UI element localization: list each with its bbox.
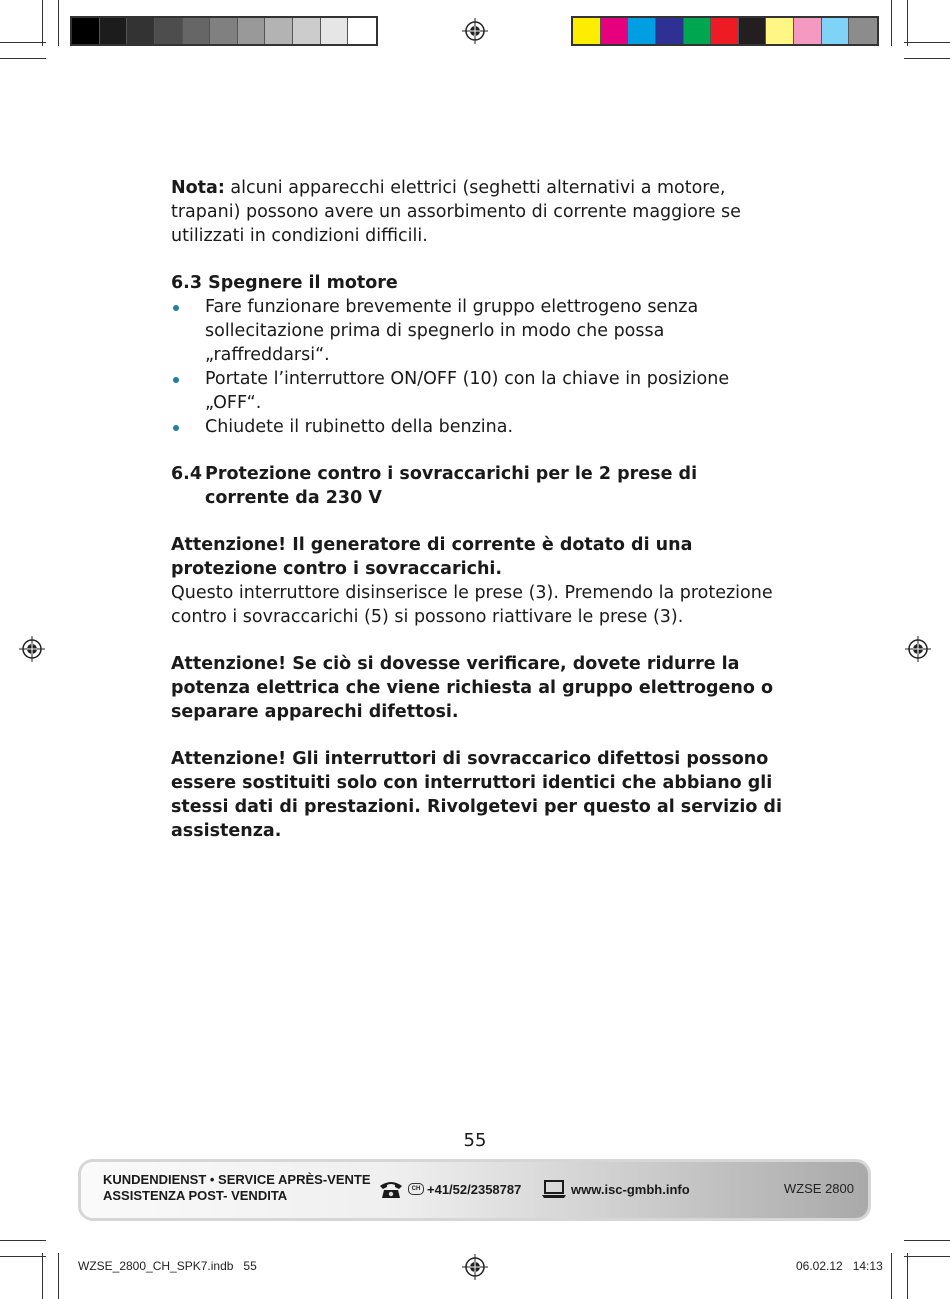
- color-swatch: [822, 18, 850, 44]
- gray-swatch: [238, 18, 266, 44]
- color-calibration-bar: [571, 16, 879, 46]
- registration-mark-icon: [462, 1254, 488, 1280]
- color-swatch: [849, 18, 877, 44]
- crop-mark: [58, 0, 59, 46]
- laptop-icon: [541, 1179, 567, 1199]
- country-badge: CH: [408, 1183, 424, 1195]
- gray-swatch: [321, 18, 349, 44]
- telephone-icon: [378, 1179, 404, 1199]
- service-line-2: ASSISTENZA POST- VENDITA: [103, 1188, 288, 1203]
- crop-mark: [42, 0, 43, 46]
- warning-replace-switches: Attenzione! Gli interruttori di sovraccarico difettosi possono essere sostituiti solo con interruttori identici che abbiano gli stessi dati di prestazioni. Rivolgetevi per questo al servizio di assistenza.: [171, 749, 782, 841]
- crop-mark: [0, 42, 46, 43]
- color-swatch: [711, 18, 739, 44]
- gray-swatch: [265, 18, 293, 44]
- manual-page-body: [171, 176, 783, 843]
- crop-mark: [42, 1253, 43, 1299]
- crop-mark: [904, 1240, 950, 1241]
- list-item: Portate l’interruttore ON/OFF (10) con la chiave in posizione „OFF“.: [171, 367, 783, 415]
- registration-mark-icon: [905, 636, 931, 662]
- grayscale-calibration-bar: [70, 16, 378, 46]
- crop-mark: [58, 1253, 59, 1299]
- section-number: 6.4: [171, 464, 203, 484]
- color-swatch: [766, 18, 794, 44]
- registration-mark-icon: [462, 18, 488, 44]
- crop-mark: [904, 58, 950, 59]
- list-item: Chiudete il rubinetto della benzina.: [171, 415, 783, 439]
- note-paragraph: [171, 176, 783, 248]
- gray-swatch: [127, 18, 155, 44]
- crop-mark: [891, 1253, 892, 1299]
- warning-reduce-load: Attenzione! Se ciò si dovesse verificare, dovete ridurre la potenza elettrica che viene richiesta al gruppo elettrogeno o separare apparechi difettosi.: [171, 654, 773, 722]
- gray-swatch: [100, 18, 128, 44]
- color-swatch: [794, 18, 822, 44]
- crop-mark: [0, 1240, 46, 1241]
- note-label: Nota:: [171, 178, 225, 198]
- list-item: Fare funzionare brevemente il gruppo elettrogeno senza sollecitazione prima di spegnerlo in modo che possa „raffreddarsi“.: [171, 295, 783, 367]
- crop-mark: [891, 0, 892, 46]
- section-6-3-bullet-list: [171, 295, 783, 439]
- color-swatch: [628, 18, 656, 44]
- color-swatch: [656, 18, 684, 44]
- color-swatch: [573, 18, 601, 44]
- color-swatch: [601, 18, 629, 44]
- section-6-4-heading: [171, 462, 783, 510]
- note-text: alcuni apparecchi elettrici (seghetti alternativi a motore, trapani) possono avere un assorbimento di corrente maggiore se utilizzati in condizioni difficili.: [171, 178, 741, 246]
- service-footer-banner: [81, 1162, 868, 1218]
- section-6-3-heading: 6.3 Spegnere il motore: [171, 273, 398, 293]
- service-website[interactable]: [541, 1179, 690, 1199]
- crop-mark: [0, 58, 46, 59]
- service-line-1: KUNDENDIENST • SERVICE APRÈS-VENTE: [103, 1172, 371, 1187]
- service-phone[interactable]: [378, 1179, 521, 1199]
- gray-swatch: [210, 18, 238, 44]
- registration-mark-icon: [19, 636, 45, 662]
- section-title: Protezione contro i sovraccarichi per le 2 prese di corrente da 230 V: [205, 464, 698, 508]
- color-swatch: [739, 18, 767, 44]
- crop-mark: [904, 42, 950, 43]
- model-number: WZSE 2800: [783, 1181, 854, 1196]
- warning-overload-text: Questo interruttore disinserisce le prese (3). Premendo la protezione contro i sovraccarichi (5) si possono riattivare le prese (3).: [171, 583, 773, 627]
- gray-swatch: [293, 18, 321, 44]
- warning-overload-heading: Attenzione! Il generatore di corrente è dotato di una protezione contro i sovraccarichi.: [171, 535, 693, 579]
- print-slug-date: 06.02.12 14:13: [796, 1259, 883, 1273]
- gray-swatch: [348, 18, 376, 44]
- crop-mark: [904, 1256, 950, 1257]
- gray-swatch: [72, 18, 100, 44]
- crop-mark: [0, 1256, 46, 1257]
- gray-swatch: [155, 18, 183, 44]
- phone-number: +41/52/2358787: [427, 1181, 522, 1197]
- crop-mark: [907, 1253, 908, 1299]
- service-labels: [103, 1172, 370, 1204]
- page-number: 55: [463, 1130, 487, 1151]
- gray-swatch: [183, 18, 211, 44]
- color-swatch: [684, 18, 712, 44]
- crop-mark: [907, 0, 908, 46]
- print-slug-filename: WZSE_2800_CH_SPK7.indb 55: [78, 1259, 257, 1273]
- website-link[interactable]: www.isc-gmbh.info: [571, 1181, 690, 1197]
